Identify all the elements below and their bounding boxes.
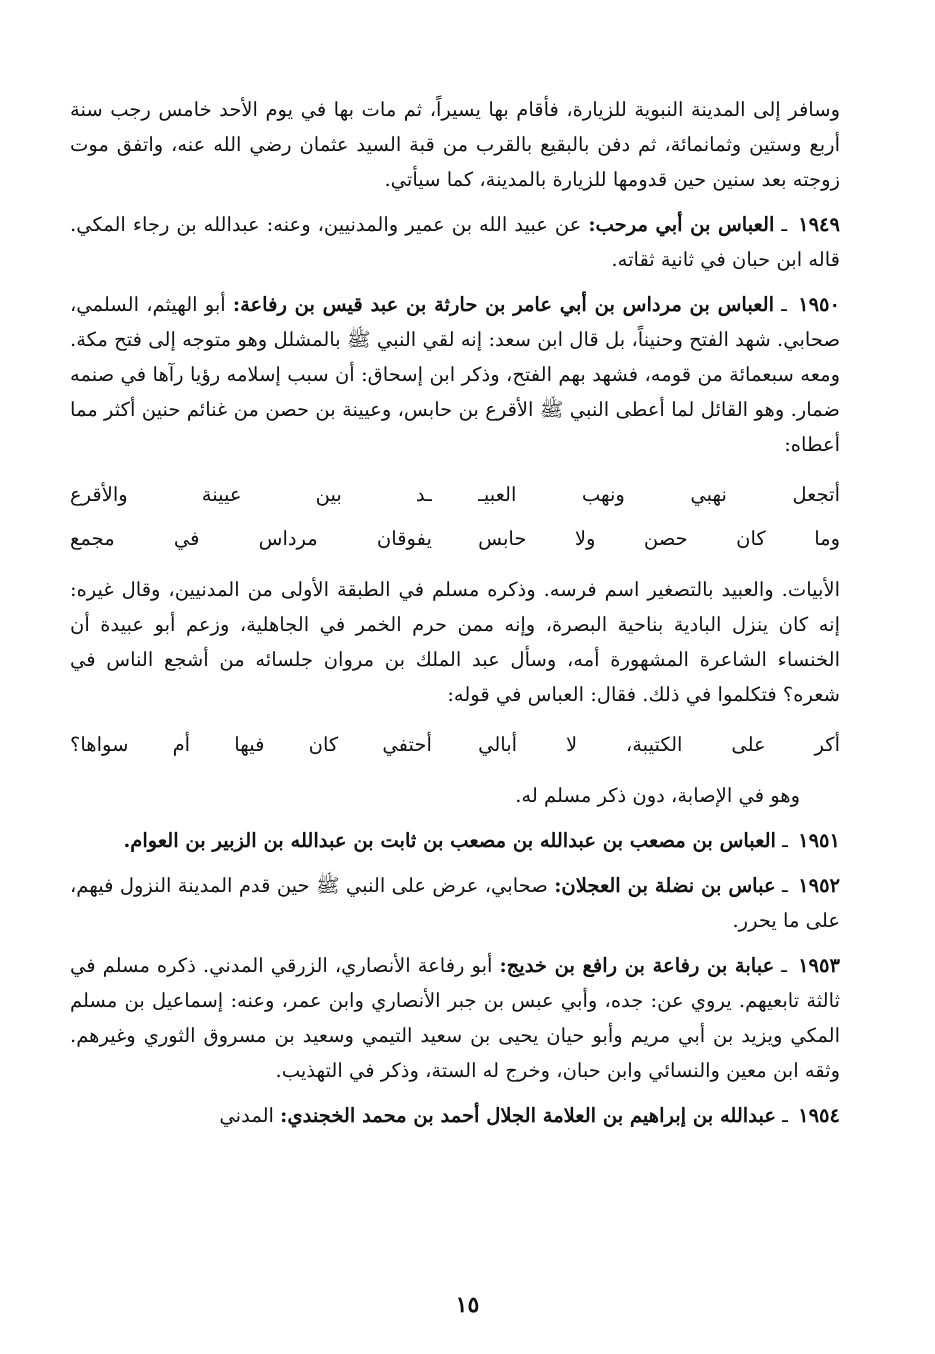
verse-first-hemistich: وما كان حصن ولا حابس: [478, 527, 840, 550]
verse-second-hemistich: أحتفي كان فيها أم سواها؟: [70, 733, 432, 756]
entry-1954: [70, 1098, 840, 1133]
entry-number: ١٩٥٣: [798, 954, 840, 977]
page-number: ١٥: [455, 1292, 480, 1318]
entry-dash: ـ: [775, 1104, 788, 1127]
verse-line: [70, 726, 840, 764]
entry-heading: العباس بن مصعب بن عبدالله بن مصعب بن ثابت بن عبدالله بن الزبير بن العوام.: [123, 829, 776, 852]
entry-text: عن عبيد الله بن عمير والمدنيين، وعنه: عبدالله بن رجاء المكي. قاله ابن حبان في ثانية ثقاته.: [70, 213, 840, 271]
verse-second-hemistich: ـد بين عيينة والأقرع: [70, 483, 432, 506]
entry-number: ١٩٥٢: [798, 874, 841, 897]
entry-1950-continuation: الأبيات. والعبيد بالتصغير اسم فرسه. وذكره مسلم في الطبقة الأولى من المدنيين، وقال غيره: إنه كان ينزل البادية بناحية البصرة، وإنه ممن حرم الخمر في الجاهلية، وزعم أبو عبيدة أن الخنساء الشاعرة المشهورة أمه، وسأل عبد الملك بن مروان جلسائه من أشجع الناس في شعره؟ فتكلموا في ذلك. فقال: العباس في قوله:: [70, 578, 840, 706]
verse-first-hemistich: أكر على الكتيبة، لا أبالي: [478, 733, 840, 756]
entry-1950: [70, 287, 840, 462]
entry-1949: [70, 207, 840, 277]
verse-first-hemistich: أتجعل نهبي ونهب العبيـ: [478, 483, 840, 506]
entry-heading: عبدالله بن إبراهيم بن العلامة الجلال أحمد بن محمد الخجندي:: [280, 1104, 776, 1127]
poem-block: [70, 476, 840, 558]
poem-block: [70, 726, 840, 764]
intro-paragraph: وسافر إلى المدينة النبوية للزيارة، فأقام بها يسيراً، ثم مات بها في يوم الأحد خامس رجب سنة أربع وستين وثمانمائة، ثم دفن بالبقيع بالقرب من قبة السيد عثمان رضي الله عنه، واتفق موت زوجته بعد سنين حين قدومها للزيارة بالمدينة، كما سيأتي.: [70, 98, 840, 191]
entry-dash: ـ: [775, 874, 788, 897]
verse-second-hemistich: يفوقان مرداس في مجمع: [70, 527, 432, 550]
page-body: [70, 92, 840, 1143]
entry-number: ١٩٥٠: [798, 293, 840, 316]
entry-text: المدني: [219, 1104, 274, 1127]
entry-text: أبو الهيثم، السلمي، صحابي. شهد الفتح وحنيناً، بل قال ابن سعد: إنه لقي النبي ﷺ بالمشلل وهو متوجه إلى فتح مكة. ومعه سبعمائة من قومه، فشهد بهم الفتح، وذكر ابن إسحاق: أن سبب إسلامه رؤيا رآها في صنمه ضمار. وهو القائل لما أعطى النبي ﷺ الأقرع بن حابس، وعيينة بن حصن من غنائم حنين أكثر مما أعطاه:: [70, 293, 840, 456]
entry-1950-closing: وهو في الإصابة، دون ذكر مسلم له.: [515, 784, 800, 807]
verse-line: [70, 520, 840, 558]
entry-heading: عبابة بن رفاعة بن رافع بن خديج:: [499, 954, 775, 977]
entry-heading: العباس بن أبي مرحب:: [588, 213, 775, 236]
entry-1953: [70, 948, 840, 1088]
entry-number: ١٩٥١: [798, 829, 840, 852]
entry-dash: ـ: [775, 829, 788, 852]
entry-text: أبو رفاعة الأنصاري، الزرقي المدني. ذكره مسلم في ثالثة تابعيهم. يروي عن: جده، وأبي عبس بن جبر الأنصاري وابن عمر، وعنه: إسماعيل بن مسلم المكي ويزيد بن أبي مريم وأبو حيان يحيى بن سعيد التيمي وسعيد بن مسروق الثوري وغيرهم. وثقه ابن معين والنسائي وابن حبان، وخرج له الستة، وذكر في التهذيب.: [70, 954, 840, 1082]
verse-line: [70, 476, 840, 514]
entry-1951: [70, 823, 840, 858]
entry-number: ١٩٤٩: [798, 213, 840, 236]
entry-number: ١٩٥٤: [798, 1104, 840, 1127]
entry-dash: ـ: [774, 213, 788, 236]
entry-1952: [70, 868, 840, 938]
entry-heading: العباس بن مرداس بن أبي عامر بن حارثة بن عبد قيس بن رفاعة:: [232, 293, 774, 316]
entry-heading: عباس بن نضلة بن العجلان:: [554, 874, 776, 897]
entry-dash: ـ: [774, 293, 787, 316]
entry-dash: ـ: [774, 954, 788, 977]
entry-text: صحابي، عرض على النبي ﷺ حين قدم المدينة النزول فيهم، على ما يحرر.: [70, 874, 840, 932]
